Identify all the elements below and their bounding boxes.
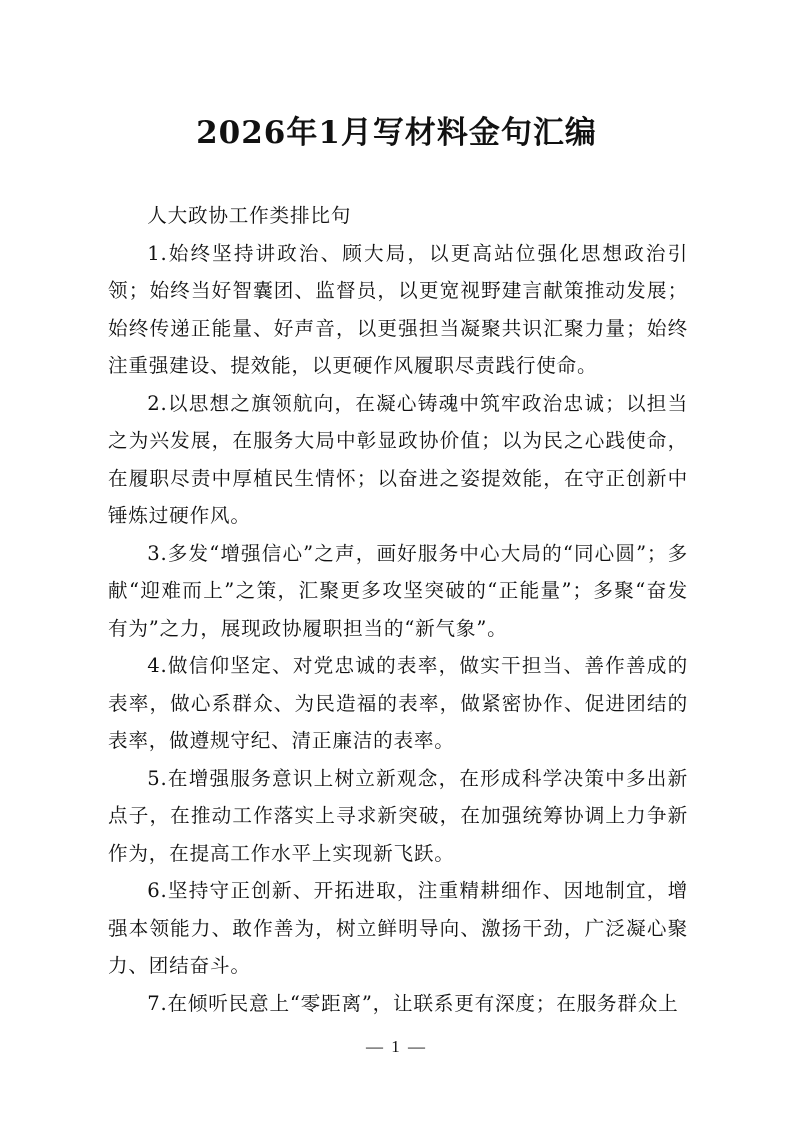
paragraph-4: 4.做信仰坚定、对党忠诚的表率，做实干担当、善作善成的表率，做心系群众、为民造福的表率，做紧密协作、促进团结的表率，做遵规守纪、清正廉洁的表率。 [108,654,688,752]
paragraph-1: 1.始终坚持讲政治、顾大局，以更高站位强化思想政治引领；始终当好智囊团、监督员，以更宽视野建言献策推动发展；始终传递正能量、好声音，以更强担当凝聚共识汇聚力量；始终注重强建设、提效能，以更硬作风履职尽责践行使命。 [108,241,688,377]
section-heading: 人大政协工作类排比句 [147,204,352,227]
paragraph-6: 6.坚持守正创新、开拓进取，注重精耕细作、因地制宜，增强本领能力、敢作善为，树立鲜明导向、激扬干劲，广泛凝心聚力、团结奋斗。 [108,879,688,977]
paragraph-7: 7.在倾听民意上“零距离”，让联系更有深度；在服务群众上 [147,991,679,1015]
page-number: — 1 — [366,1037,427,1056]
document-body [108,197,688,1022]
paragraph-2: 2.以思想之旗领航向，在凝心铸魂中筑牢政治忠诚；以担当之为兴发展，在服务大局中彰显政协价值；以为民之心践使命，在履职尽责中厚植民生情怀；以奋进之姿提效能，在守正创新中锤炼过硬作风。 [108,391,688,527]
paragraph-5: 5.在增强服务意识上树立新观念，在形成科学决策中多出新点子，在推动工作落实上寻求新突破，在加强统筹协调上力争新作为，在提高工作水平上实现新飞跃。 [108,766,688,865]
document-title: 2026年1月写材料金句汇编 [196,115,597,151]
paragraph-3: 3.多发“增强信心”之声，画好服务中心大局的“同心圆”；多献“迎难而上”之策，汇聚更多攻坚突破的“正能量”；多聚“奋发有为”之力，展现政协履职担当的“新气象”。 [108,541,688,640]
